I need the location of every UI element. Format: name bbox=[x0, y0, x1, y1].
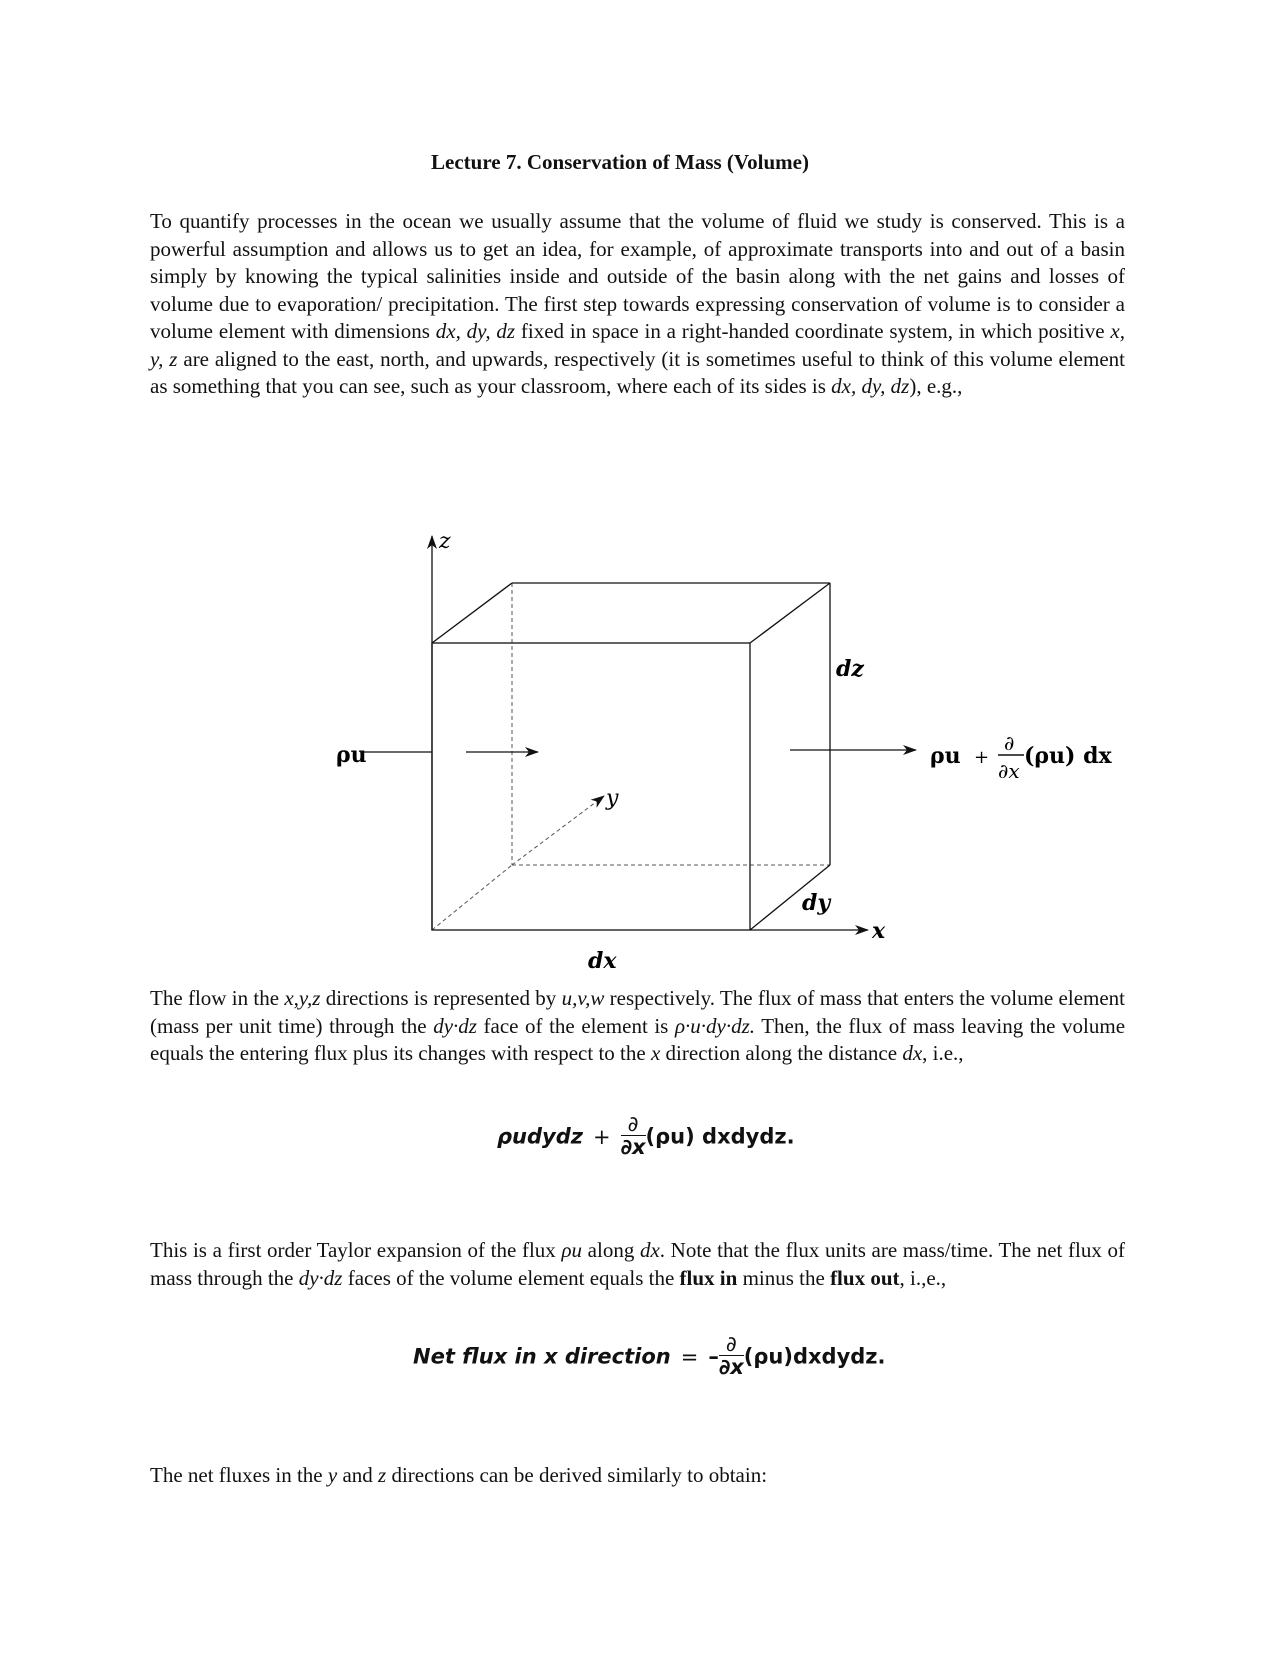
closing-paragraph: The net fluxes in the y and z directions can be derived similarly to obtain: bbox=[150, 1463, 768, 1487]
visible-edges bbox=[432, 583, 830, 930]
intro-paragraph: To quantify processes in the ocean we usually assume that the volume of fluid we study is conserved. This is a powerful assumption and allows us to get an idea, for example, of approximate transports into and out of a basin simply by knowing the typical salinities inside and outside of the basin along with the net gains and losses of volume due to evaporation/ precipitation. The first step towards expressing conservation of volume is to consider a volume element with dimensions dx, dy, dz fixed in space in a right-handed coordinate system, in which positive x, y, z are aligned to the east, north, and upwards, respectively (it is sometimes useful to think of this volume element as something that you can see, such as your classroom, where each of its sides is dx, dy, dz), e.g., bbox=[150, 209, 1125, 398]
flux-out-plus: + bbox=[974, 747, 990, 768]
flux-out-expression bbox=[930, 731, 1112, 783]
lecture-title: Lecture 7. Conservation of Mass (Volume) bbox=[431, 150, 809, 174]
partial-fraction: $\frac{\partial}{\partial x}$ bbox=[718, 1332, 744, 1379]
flux-out-rho-u: ρu bbox=[930, 743, 961, 769]
y-axis bbox=[512, 796, 604, 865]
x-axis-label: x bbox=[872, 918, 886, 944]
dy-label: dy bbox=[802, 890, 831, 916]
y-axis-label: y bbox=[606, 786, 619, 811]
flux-in-label: ρu bbox=[336, 742, 367, 768]
hidden-edges bbox=[432, 583, 830, 930]
flux-out-term: (ρu) dx bbox=[1024, 743, 1112, 769]
partial-fraction: $\frac{\partial}{\partial x}$ bbox=[620, 1112, 646, 1159]
flux-out-partial: ∂ bbox=[1004, 731, 1015, 755]
equation-flux-out: ρudydz + $\frac{\partial}{\partial x}$ (ρu) dxdydz. bbox=[497, 1112, 795, 1159]
dz-label: dz bbox=[836, 656, 864, 682]
equation-net-flux: Net flux in x direction = – $\frac{\partial}{\partial x}$ (ρu)dxdydz. bbox=[413, 1332, 886, 1379]
z-axis-label: z bbox=[439, 529, 451, 554]
flow-paragraph: The flow in the x,y,z directions is represented by u,v,w respectively. The flux of mass that enters the volume element (mass per unit time) through the dy·dz face of the element is ρ·u·dy·dz. Then, the flux of mass leaving the volume equals the entering flux plus its changes with respect to the x direction along the distance dx, i.e., bbox=[150, 986, 1126, 1065]
dx-label: dx bbox=[588, 948, 617, 974]
flux-out-denominator: ∂x bbox=[998, 759, 1020, 783]
taylor-paragraph: This is a first order Taylor expansion of the flux ρu along dx. Note that the flux units are mass/time. The net flux of mass through the dy·dz faces of the volume element equals the flux in minus the flux out, i.,e., bbox=[150, 1238, 1125, 1290]
